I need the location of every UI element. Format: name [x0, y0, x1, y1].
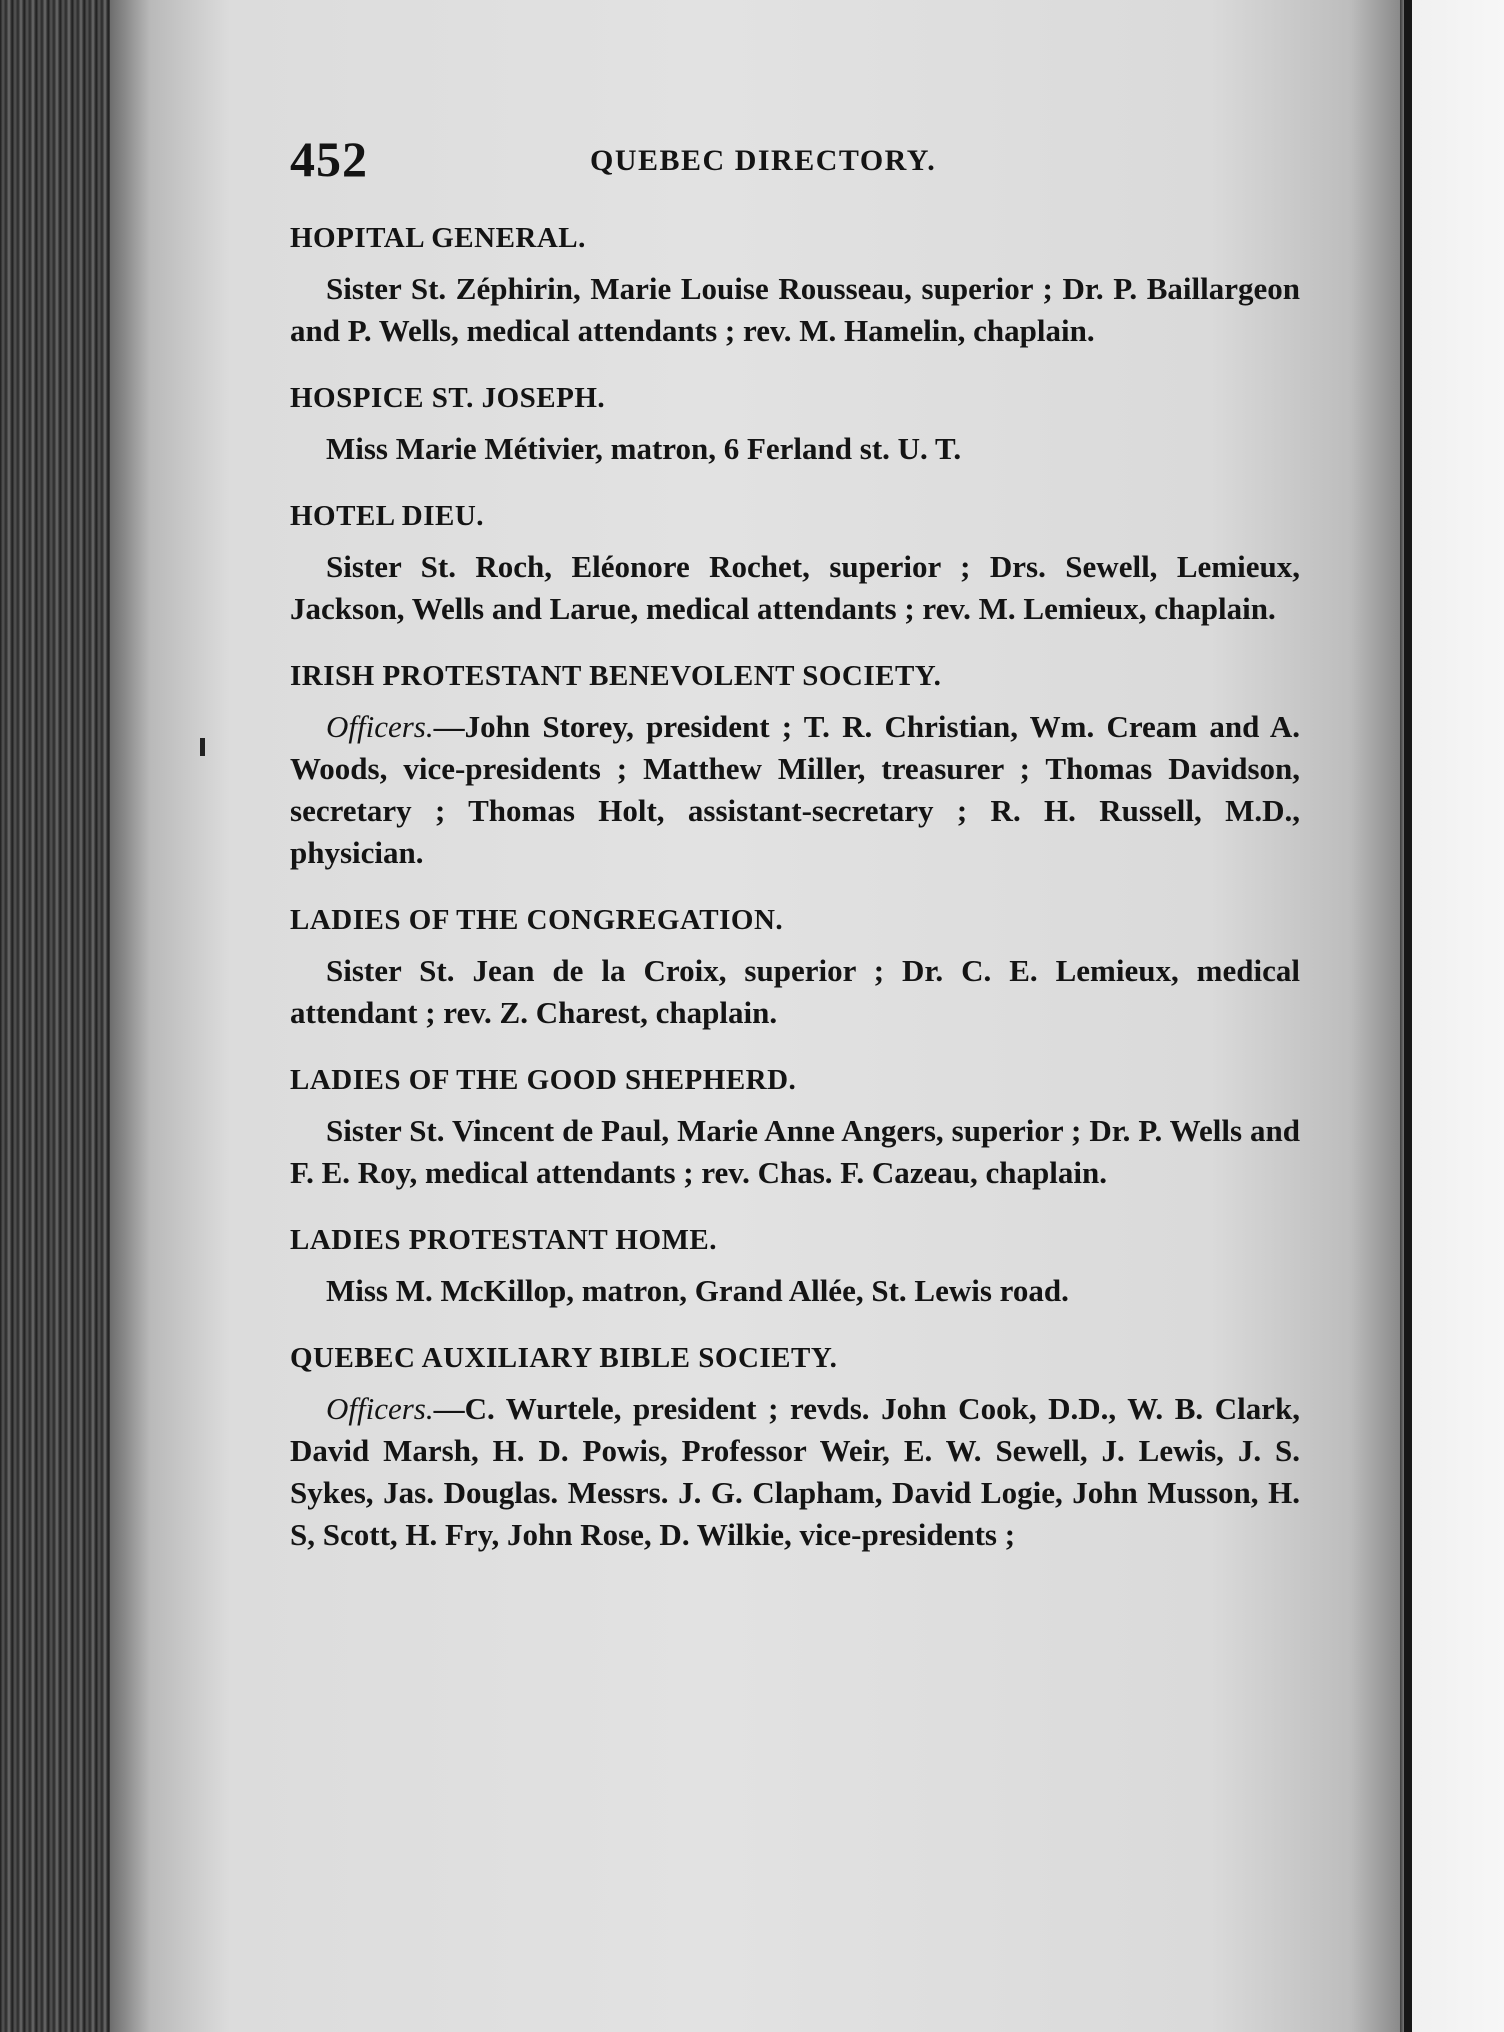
entry-body	[290, 706, 1300, 874]
directory-entry	[290, 900, 1300, 1034]
directory-entry	[290, 378, 1300, 470]
entry-title: QUEBEC AUXILIARY BIBLE SOCIETY.	[290, 1342, 838, 1374]
right-margin-band	[1400, 0, 1504, 2032]
page-content	[290, 130, 1300, 1582]
page-header	[290, 130, 1300, 200]
directory-entry	[290, 656, 1300, 874]
entry-body: Sister St. Jean de la Croix, superior ; Dr. C. E. Lemieux, medical attendant ; rev. Z. Charest, chaplain.	[290, 953, 1300, 1030]
entry-body: Miss Marie Métivier, matron, 6 Ferland st. U. T.	[326, 431, 962, 466]
directory-entry	[290, 1220, 1300, 1312]
entry-text: —John Storey, president ; T. R. Christian, Wm. Cream and A. Woods, vice-presidents ; Matthew Miller, treasurer ; Thomas Davidson, secretary ; Thomas Holt, assistant-secretary ; R. H. Russell, M.D., physician.	[290, 709, 1300, 870]
entry-body: Miss M. McKillop, matron, Grand Allée, St. Lewis road.	[326, 1273, 1069, 1308]
entry-lead: Officers.	[326, 1391, 434, 1426]
running-title: QUEBEC DIRECTORY.	[590, 144, 937, 177]
entry-title: HOTEL DIEU.	[290, 500, 485, 532]
entry-body: Sister St. Zéphirin, Marie Louise Rousseau, superior ; Dr. P. Baillargeon and P. Wells, medical attendants ; rev. M. Hamelin, chaplain.	[290, 271, 1300, 348]
directory-entry	[290, 218, 1300, 352]
entry-title: HOSPICE ST. JOSEPH.	[290, 382, 606, 414]
entry-title: IRISH PROTESTANT BENEVOLENT SOCIETY.	[290, 660, 942, 692]
directory-entry	[290, 1060, 1300, 1194]
entry-lead: Officers.	[326, 709, 434, 744]
entry-text: —C. Wurtele, president ; revds. John Cook, D.D., W. B. Clark, David Marsh, H. D. Powis, Professor Weir, E. W. Sewell, J. Lewis, J. S. Sykes, Jas. Douglas. Messrs. J. G. Clapham, David Logie, John Musson, H. S, Scott, H. Fry, John Rose, D. Wilkie, vice-presidents ;	[290, 1391, 1300, 1552]
page-number: 452	[290, 131, 368, 187]
entry-title: LADIES PROTESTANT HOME.	[290, 1224, 717, 1256]
entry-title: HOPITAL GENERAL.	[290, 222, 586, 254]
stray-ink-mark	[200, 738, 205, 756]
entry-title: LADIES OF THE CONGREGATION.	[290, 904, 784, 936]
entry-title: LADIES OF THE GOOD SHEPHERD.	[290, 1064, 797, 1096]
directory-entry	[290, 1338, 1300, 1556]
right-binding-shadow	[1404, 0, 1412, 2032]
directory-entry	[290, 496, 1300, 630]
entry-body: Sister St. Vincent de Paul, Marie Anne Angers, superior ; Dr. P. Wells and F. E. Roy, medical attendants ; rev. Chas. F. Cazeau, chaplain.	[290, 1113, 1300, 1190]
entry-body: Sister St. Roch, Eléonore Rochet, superior ; Drs. Sewell, Lemieux, Jackson, Wells and Larue, medical attendants ; rev. M. Lemieux, chaplain.	[290, 549, 1300, 626]
entry-body	[290, 1388, 1300, 1556]
